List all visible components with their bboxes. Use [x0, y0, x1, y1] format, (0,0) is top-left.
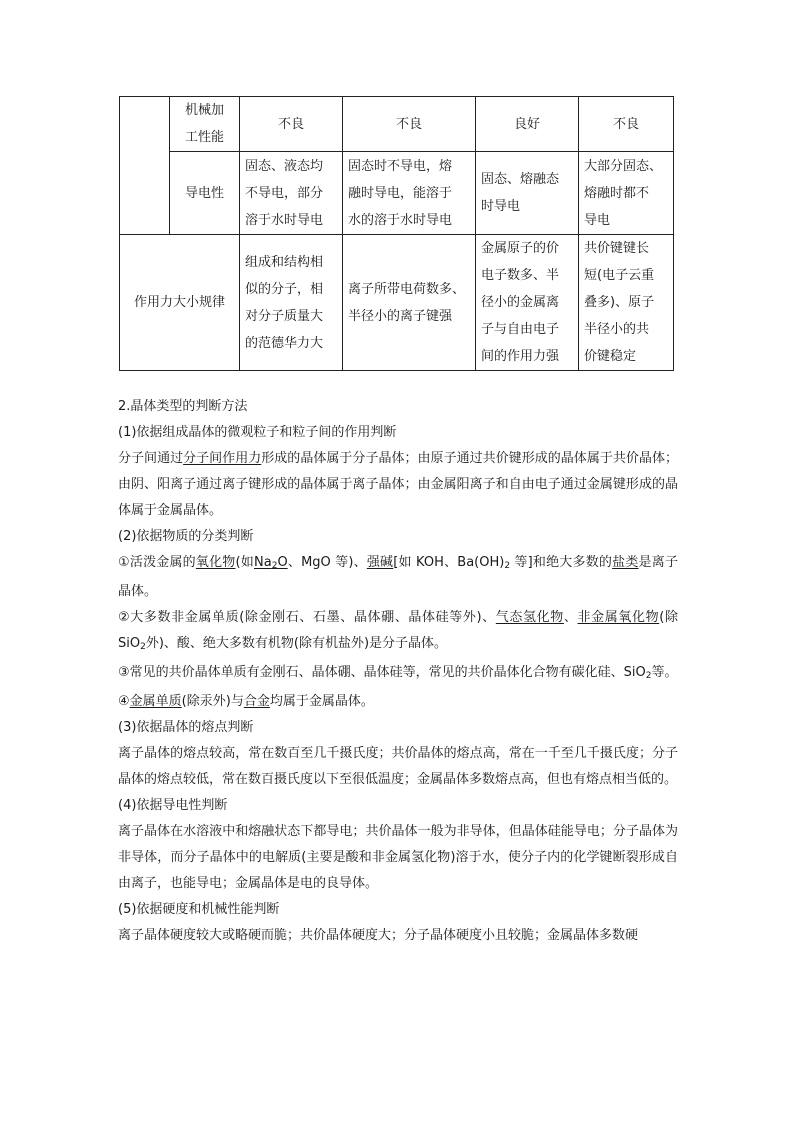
- mechanical-molecular-cell: 不良: [240, 97, 343, 152]
- cell-line: 导电: [584, 212, 611, 228]
- cell-line: 固态时不导电，熔: [348, 158, 453, 174]
- body-text: [118, 394, 678, 949]
- subsection-2-item-1: ①活泼金属的氧化物(如$Na_2O$、MgO 等)、强碱[如 KOH、$Ba(OH)_2$ 等]和绝大多数的盐类是离子晶体。: [118, 555, 678, 599]
- mechanical-ionic-cell: 不良: [343, 97, 476, 152]
- subsection-2-item-4: ④金属单质(除汞外)与合金均属于金属晶体。: [118, 694, 374, 709]
- cell-line: 间的作用力强: [481, 349, 560, 364]
- subsection-2-item-2: ②大多数非金属单质(除金刚石、石墨、晶体硼、晶体硅等外)、气态氢化物、非金属氧化物(除 SiO$_2$外)、酸、绝大多数有机物(除有机盐外)是分子晶体。: [118, 610, 678, 652]
- cell-line: 机械加: [184, 103, 224, 118]
- cell-line: 的范德华力大: [245, 335, 324, 351]
- cell-line: 融时导电，能溶于: [348, 185, 453, 201]
- conductivity-label-cell: 导电性: [170, 152, 240, 235]
- cell-line: 溶于水时导电: [245, 212, 324, 228]
- underlined-term: 分子间作用力: [183, 451, 262, 466]
- force-covalent-cell: [579, 235, 674, 371]
- subsection-3-text: 离子晶体的熔点较高，常在数百至几千摄氏度；共价晶体的熔点高，常在一千至几千摄氏度；分子晶体的熔点较低，常在数百摄氏度以下至很低温度；金属晶体多数熔点高，但也有熔点相当低的。: [118, 746, 678, 787]
- conductivity-covalent-cell: [579, 152, 674, 235]
- subsection-3-title: (3)依据晶体的熔点判断: [118, 720, 254, 735]
- subsection-1-text: 分子间通过分子间作用力形成的晶体属于分子晶体；由原子通过共价键形成的晶体属于共价晶体；由阴、阳离子通过离子键形成的晶体属于离子晶体；由金属阳离子和自由电子通过金属键形成的晶体属于金属晶体。: [118, 451, 678, 518]
- cell-line: 半径小的共: [584, 322, 650, 337]
- mechanical-metallic-cell: 良好: [476, 97, 579, 152]
- cell-line: 固态、液态均: [245, 158, 324, 174]
- subsection-5-text: 离子晶体硬度较大或略硬而脆；共价晶体硬度大；分子晶体硬度小且较脆；金属晶体多数硬: [118, 928, 639, 943]
- cell-line: 半径小的离子键强: [348, 308, 453, 324]
- conductivity-ionic-cell: [343, 152, 476, 235]
- force-metallic-cell: [476, 235, 579, 371]
- cell-line: 子与自由电子: [481, 322, 560, 337]
- subsection-4-title: (4)依据导电性判断: [118, 798, 228, 813]
- subsection-1-title: (1)依据组成晶体的微观粒子和粒子间的作用判断: [118, 425, 397, 440]
- mechanical-label-cell: [170, 97, 240, 152]
- cell-line: 共价键键长: [584, 241, 650, 256]
- section-heading: 2.晶体类型的判断方法: [118, 399, 248, 414]
- subsection-5-title: (5)依据硬度和机械性能判断: [118, 902, 280, 917]
- subsection-2-item-3: ③常见的共价晶体单质有金刚石、晶体硼、晶体硅等，常见的共价晶体化合物有碳化硅、SiO$_2$等。: [118, 665, 678, 681]
- cell-line: 电子数多、半: [481, 268, 560, 283]
- conductivity-metallic-cell: [476, 152, 579, 235]
- table-row-force: [120, 235, 674, 371]
- force-label-cell: 作用力大小规律: [120, 235, 240, 371]
- table-row-conductivity: [120, 152, 674, 235]
- cell-line: 离子所带电荷数多、: [348, 281, 466, 297]
- cell-line: 大部分固态、: [584, 158, 663, 174]
- table-row-mechanical: [120, 97, 674, 152]
- cell-line: 固态、熔融态: [481, 172, 560, 187]
- cell-line: 价键稳定: [584, 349, 637, 364]
- force-molecular-cell: [240, 235, 343, 371]
- cell-line: 熔融时都不: [584, 185, 650, 201]
- cell-line: 组成和结构相: [245, 254, 324, 270]
- cell-line: 金属原子的价: [481, 241, 560, 256]
- mechanical-covalent-cell: 不良: [579, 97, 674, 152]
- subsection-2-title: (2)依据物质的分类判断: [118, 529, 254, 544]
- cell-line: 似的分子，相: [245, 281, 324, 297]
- cell-line: 不导电，部分: [245, 185, 324, 201]
- cell-line: 短(电子云重: [584, 268, 655, 283]
- cell-line: 时导电: [481, 199, 521, 214]
- cell-line: 水的溶于水时导电: [348, 212, 453, 228]
- conductivity-molecular-cell: [240, 152, 343, 235]
- cell-line: 径小的金属离: [481, 295, 560, 310]
- cell-line: 叠多)、原子: [584, 295, 655, 310]
- cell-line: 工性能: [184, 130, 224, 145]
- category-cell: [120, 97, 170, 235]
- force-ionic-cell: [343, 235, 476, 371]
- cell-line: 对分子质量大: [245, 308, 324, 324]
- crystal-properties-table: [119, 96, 674, 371]
- subsection-4-text: 离子晶体在水溶液中和熔融状态下都导电；共价晶体一般为非导体，但晶体硅能导电；分子晶体为非导体，而分子晶体中的电解质(主要是酸和非金属氢化物)溶于水，使分子内的化学键断裂形成自由离子，也能导电；金属晶体是电的良导体。: [118, 824, 678, 891]
